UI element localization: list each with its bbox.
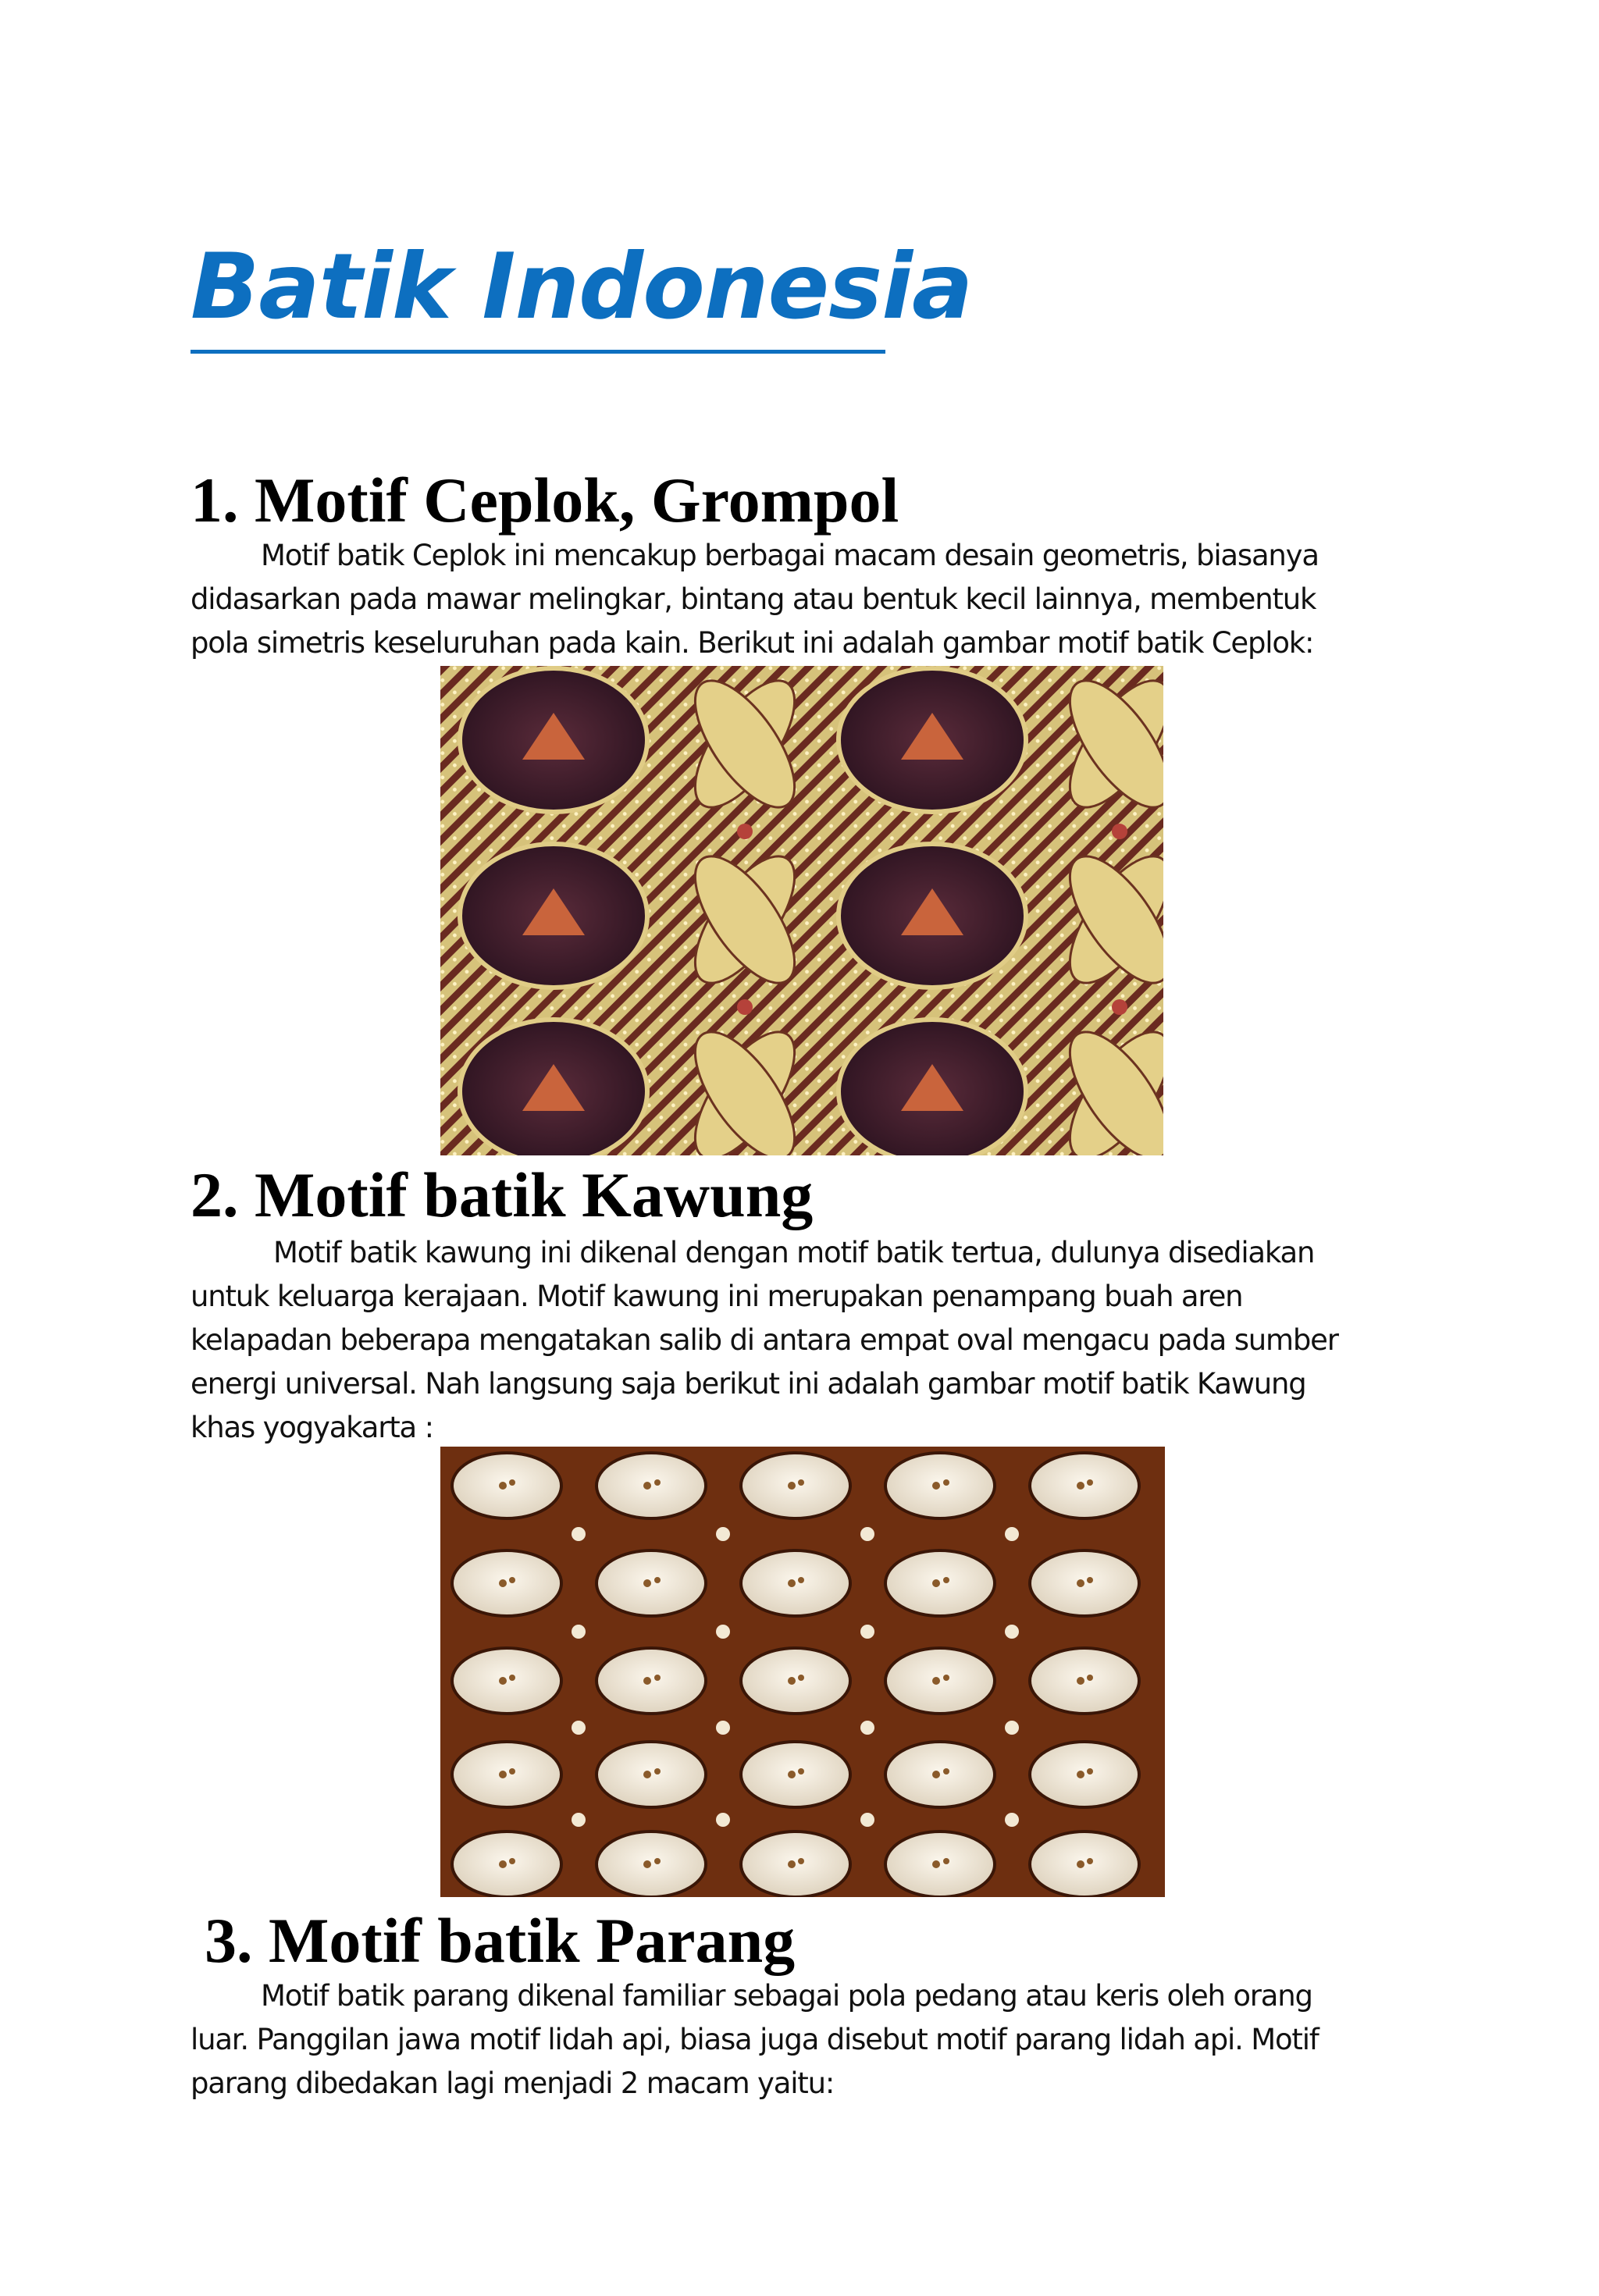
kawung-batik-image [440, 1447, 1165, 1897]
section-3-line-3: parang dibedakan lagi menjadi 2 macam yaitu: [191, 2066, 835, 2100]
section-3-line-1: Motif batik parang dikenal familiar sebagai pola pedang atau keris oleh orang [261, 1979, 1312, 2013]
section-3-paragraph [191, 1974, 1319, 2106]
section-2-line-1: Motif batik kawung ini dikenal dengan motif batik tertua, dulunya disediakan [273, 1236, 1315, 1269]
section-2-paragraph [191, 1231, 1338, 1450]
section-1-line-3: pola simetris keseluruhan pada kain. Berikut ini adalah gambar motif batik Ceplok: [191, 626, 1314, 660]
section-1-line-2: didasarkan pada mawar melingkar, bintang atau bentuk kecil lainnya, membentuk [191, 582, 1316, 616]
section-1-line-1: Motif batik Ceplok ini mencakup berbagai macam desain geometris, biasanya [261, 539, 1319, 572]
ceplok-batik-image [440, 666, 1163, 1155]
section-2-line-2: untuk keluarga kerajaan. Motif kawung ini merupakan penampang buah aren [191, 1280, 1243, 1313]
section-2-heading: 2. Motif batik Kawung [191, 1159, 814, 1230]
section-1-paragraph [191, 534, 1319, 665]
title-underline [191, 350, 885, 354]
section-2-line-4: energi universal. Nah langsung saja berikut ini adalah gambar motif batik Kawung [191, 1367, 1306, 1401]
section-2-line-3: kelapadan beberapa mengatakan salib di antara empat oval mengacu pada sumber [191, 1323, 1338, 1357]
section-1-heading: 1. Motif Ceplok, Grompol [191, 465, 899, 536]
section-3-line-2: luar. Panggilan jawa motif lidah api, biasa juga disebut motif parang lidah api. Motif [191, 2023, 1319, 2056]
document-title: Batik Indonesia [191, 234, 973, 340]
section-3-heading: 3. Motif batik Parang [205, 1905, 796, 1976]
section-2-line-5: khas yogyakarta : [191, 1411, 433, 1444]
